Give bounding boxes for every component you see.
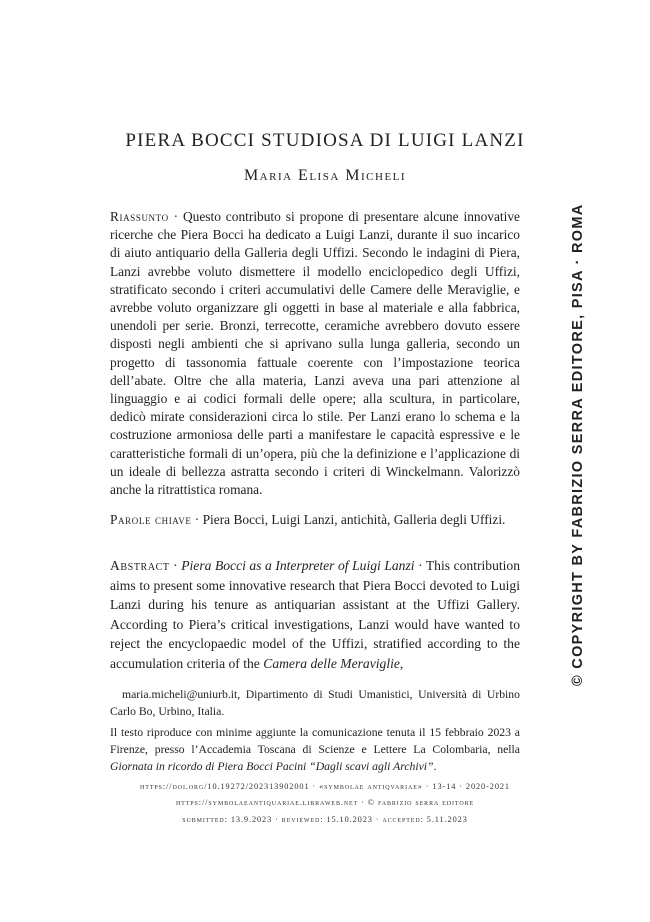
journal-url-line: https://symbolaeantiquariae.libraweb.net · © fabrizio serra editore [175, 798, 475, 807]
riassunto-paragraph [110, 208, 520, 499]
abstract-text: This contribution aims to present some innovative research that Piera Bocci devoted to Luigi Lanzi during his tenure as antiquarian assistant at the Uffizi Gallery. According to Piera’s critical investigations, Lanzi would have wanted to reject the encyclopaedic model of the Uffizi, stratified according to the accumulation criteria of the [110, 558, 521, 671]
note-end: . [433, 760, 437, 773]
keywords-label: Parole chiave [110, 512, 192, 527]
abstract-label: Abstract [110, 558, 170, 573]
article-title: PIERA BOCCI STUDIOSA DI LUIGI LANZI [125, 130, 525, 151]
abstract-separator: · [169, 558, 182, 573]
copyright-notice: © COPYRIGHT BY FABRIZIO SERRA EDITORE, PISA · ROMA [570, 203, 586, 686]
footnotes [110, 686, 520, 779]
note-italic-event: Giornata in ricordo di Piera Bocci Pacini [110, 760, 307, 773]
doi-line: https://doi.org/10.19272/202313902001 · «symbolae antiqvariae» · 13-14 · 2020-2021 [140, 782, 510, 791]
abstract-paragraph [110, 556, 520, 673]
note-text: Il testo riproduce con minime aggiunte la comunicazione tenuta il 15 febbraio 2023 a Firenze, presso l’Accademia Toscana di Scienze e Lettere La Colombaria, nella [110, 726, 520, 756]
abstract-italic-phrase: Camera delle Meraviglie [263, 655, 400, 671]
riassunto-separator: · [168, 209, 183, 224]
submission-dates-line: submitted: 13.9.2023 · reviewed: 15.10.2023 · accepted: 5.11.2023 [182, 815, 468, 824]
abstract-subtitle: Piera Bocci as a Interpreter of Luigi Lanzi [181, 558, 415, 573]
communication-note [110, 724, 520, 775]
keywords-paragraph [110, 511, 520, 529]
riassunto-text: Questo contributo si propone di presentare alcune innovative ricerche che Piera Bocci ha dedicato a Luigi Lanzi, durante il suo incarico di aiuto antiquario della Galleria degli Uffizi. Secondo le indagini di Piera, Lanzi avrebbe voluto dismettere il modello enciclopedico degli Uffizi, stratificato secondo i criteri accumulativi delle Camere delle Meraviglie, e avrebbe voluto organizzare gli oggetti in base al materiale e alla fabbrica, unendoli per serie. Bronzi, terrecotte, ceramiche avrebbero dovuto essere disposti negli ambienti che si aprivano sulla lunga galleria, secondo un progetto di tassonomia fattuale coerente con l’impostazione teorica dell’abate. Oltre che alla materia, Lanzi aveva una pari attenzione al linguaggio e ai codici formali delle opere; alla scultura, in particolare, dedicò mirate considerazioni circa lo stile. Per Lanzi erano lo schema e la costruzione armoniosa delle parti a manifestare le capacità espressive e le caratteristiche formali di un’opera, più che la definizione e l’applicazione di un ideale di bellezza astratta secondo i criteri di Winckelmann. Valorizzò anche la ritrattistica romana. [110, 209, 520, 498]
abstract-separator-2: · [414, 558, 426, 573]
note-italic-title: “Dagli scavi agli Archivi” [309, 760, 434, 773]
abstract-text-end: , [399, 655, 404, 671]
author-affiliation: maria.micheli@uniurb.it, Dipartimento di Studi Umanistici, Università di Urbino Carlo Bo, Urbino, Italia. [110, 688, 520, 718]
author-name: Maria Elisa Micheli [243, 167, 407, 184]
keywords-separator: · [191, 512, 203, 527]
riassunto-label: Riassunto [110, 209, 169, 224]
keywords-text: Piera Bocci, Luigi Lanzi, antichità, Galleria degli Uffizi. [202, 512, 506, 527]
